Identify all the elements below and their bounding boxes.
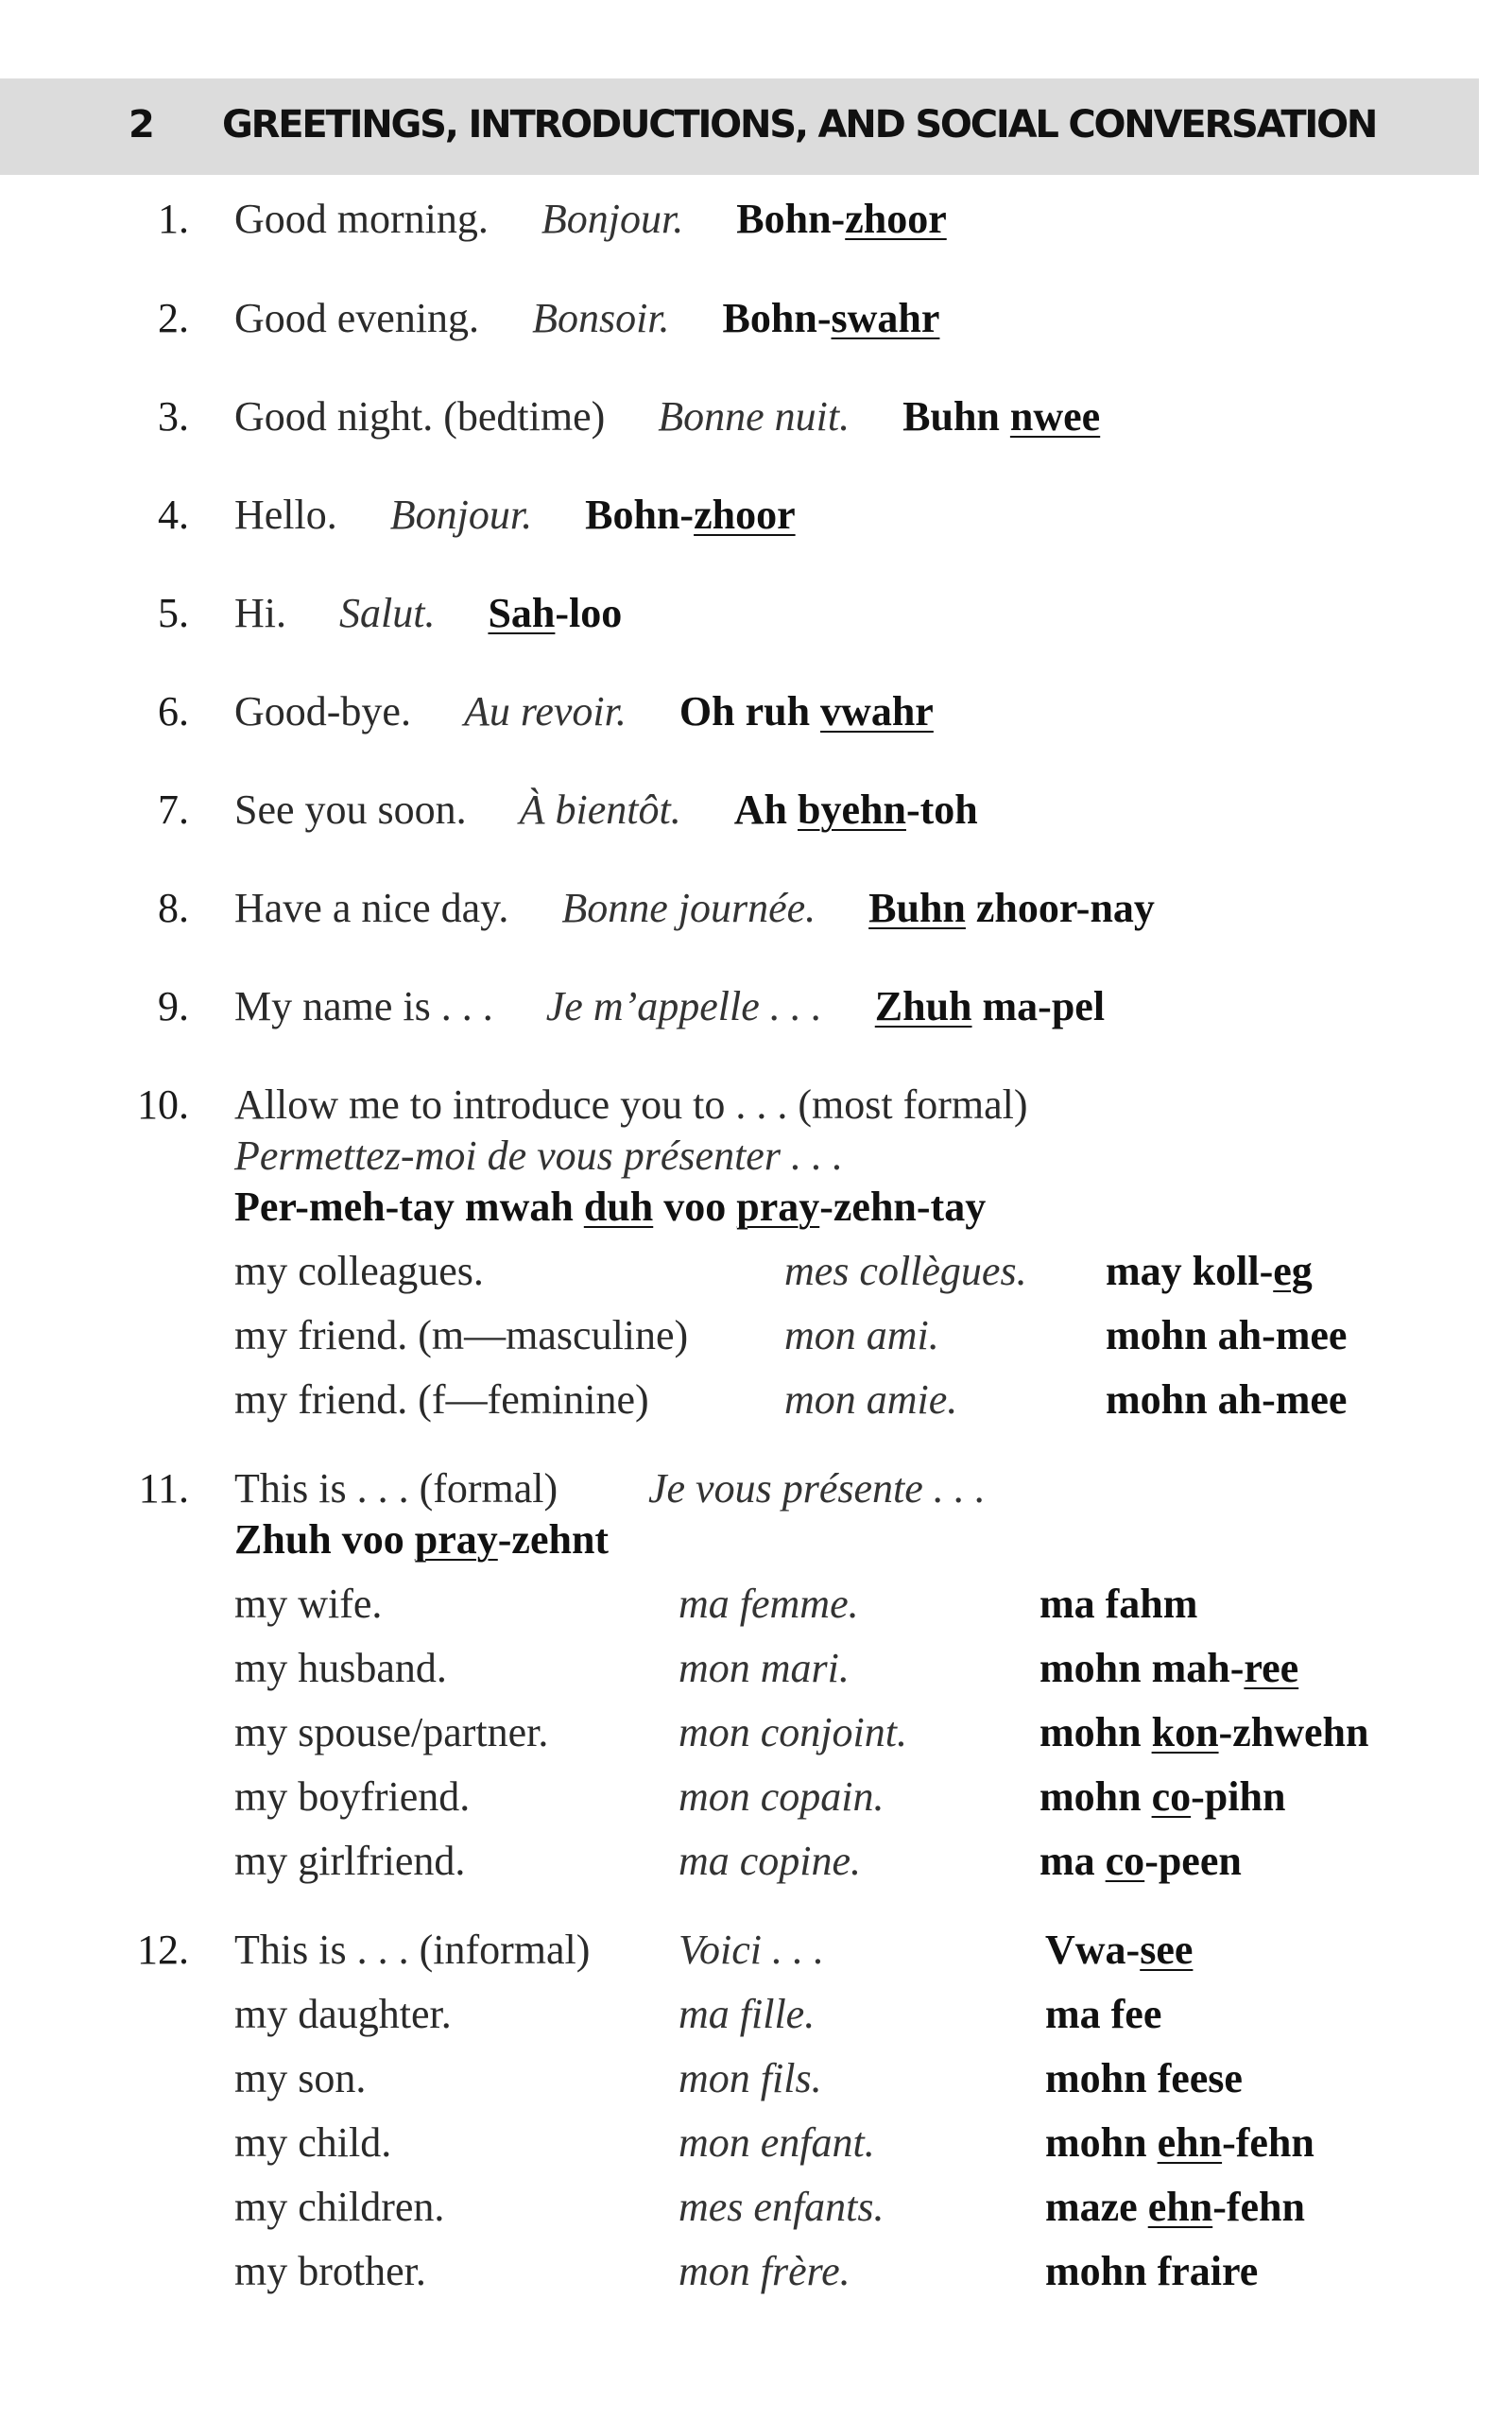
pronunciation-segment: Zhuh bbox=[874, 983, 972, 1029]
pronunciation-segment: ree bbox=[1244, 1645, 1299, 1691]
pronunciation-segment: ma bbox=[1040, 1838, 1106, 1884]
pronunciation-segment: Per-meh-tay mwah bbox=[234, 1184, 584, 1230]
item-number: 8. bbox=[158, 885, 189, 931]
pronunciation-segment: Bohn- bbox=[722, 295, 832, 341]
pronunciation bbox=[1040, 1836, 1242, 1887]
pronunciation-segment: ehn bbox=[1147, 2184, 1213, 2230]
english-phrase: My name is . . . bbox=[234, 983, 493, 1029]
pronunciation-segment: Bohn- bbox=[736, 196, 846, 242]
pronunciation bbox=[1045, 2118, 1314, 2169]
pronunciation-segment: duh bbox=[583, 1184, 654, 1230]
english-phrase: my son. bbox=[234, 2055, 367, 2101]
english-phrase: my husband. bbox=[234, 1645, 447, 1691]
chapter-header bbox=[0, 78, 1479, 175]
phrase-line bbox=[234, 883, 1155, 934]
pronunciation bbox=[234, 1514, 609, 1565]
item-number: 3. bbox=[158, 393, 189, 440]
pronunciation-segment: ma fahm bbox=[1040, 1581, 1198, 1627]
english-phrase: Good morning. bbox=[234, 196, 489, 242]
phrase-line bbox=[234, 194, 947, 245]
pronunciation-segment: mohn feese bbox=[1045, 2055, 1243, 2101]
pronunciation-segment: Bohn- bbox=[585, 492, 695, 538]
pronunciation bbox=[1045, 1925, 1193, 1976]
french-phrase: ma copine. bbox=[679, 1838, 862, 1884]
pronunciation-segment: -loo bbox=[555, 590, 623, 636]
pronunciation-segment: nwee bbox=[1009, 393, 1101, 440]
item-number: 7. bbox=[158, 786, 189, 833]
english-phrase: Allow me to introduce you to . . . (most formal) bbox=[234, 1081, 1028, 1128]
pronunciation-segment: zhoor bbox=[845, 196, 947, 242]
pronunciation-segment: -fehn bbox=[1222, 2119, 1314, 2166]
pronunciation-segment: ma fee bbox=[1045, 1991, 1162, 2037]
pronunciation-segment: Zhuh voo bbox=[234, 1516, 415, 1563]
pronunciation-segment: zhoor bbox=[694, 492, 796, 538]
pronunciation-segment: eg bbox=[1273, 1248, 1313, 1294]
french-phrase: mon fils. bbox=[679, 2055, 822, 2101]
pronunciation-segment: mohn ah-mee bbox=[1106, 1376, 1348, 1423]
french-phrase: mes collègues. bbox=[784, 1248, 1027, 1294]
english-phrase: my colleagues. bbox=[234, 1248, 484, 1294]
pronunciation-segment: co bbox=[1151, 1773, 1192, 1820]
item-number: 9. bbox=[158, 983, 189, 1029]
pronunciation bbox=[868, 885, 1155, 931]
pronunciation-segment: -zhwehn bbox=[1218, 1709, 1369, 1755]
pronunciation bbox=[1106, 1246, 1313, 1297]
english-phrase: Good-bye. bbox=[234, 688, 411, 735]
french-phrase: Je vous présente . . . bbox=[648, 1465, 986, 1512]
french-phrase: mes enfants. bbox=[679, 2184, 885, 2230]
pronunciation-segment: co bbox=[1105, 1838, 1145, 1884]
english-phrase: my wife. bbox=[234, 1581, 383, 1627]
french-phrase: Je m’appelle . . . bbox=[545, 983, 822, 1029]
pronunciation-segment: -peen bbox=[1144, 1838, 1242, 1884]
pronunciation-segment: -fehn bbox=[1212, 2184, 1305, 2230]
english-phrase: my friend. (m—masculine) bbox=[234, 1312, 689, 1358]
english-phrase: This is . . . (informal) bbox=[234, 1927, 591, 1973]
french-phrase: mon conjoint. bbox=[679, 1709, 907, 1755]
french-phrase: ma femme. bbox=[679, 1581, 859, 1627]
english-phrase: my spouse/partner. bbox=[234, 1709, 549, 1755]
pronunciation bbox=[1040, 1772, 1285, 1823]
french-phrase: Bonne journée. bbox=[561, 885, 816, 931]
pronunciation-segment: Buhn bbox=[902, 393, 1010, 440]
item-number: 12. bbox=[137, 1927, 189, 1973]
french-phrase: ma fille. bbox=[679, 1991, 816, 2037]
pronunciation-segment: may koll- bbox=[1106, 1248, 1274, 1294]
item-number: 5. bbox=[158, 590, 189, 636]
pronunciation bbox=[679, 688, 934, 735]
pronunciation-segment: mohn fraire bbox=[1045, 2248, 1259, 2294]
pronunciation-segment: ehn bbox=[1157, 2119, 1223, 2166]
phrase-line bbox=[234, 588, 622, 639]
english-phrase: Hi. bbox=[234, 590, 286, 636]
pronunciation-segment: Oh ruh bbox=[679, 688, 821, 735]
pronunciation bbox=[1045, 1989, 1161, 2040]
french-phrase: Bonjour. bbox=[541, 196, 684, 242]
pronunciation bbox=[234, 1182, 986, 1233]
pronunciation-segment: vwahr bbox=[820, 688, 934, 735]
pronunciation bbox=[902, 393, 1100, 440]
french-phrase: Au revoir. bbox=[463, 688, 627, 735]
pronunciation-segment: swahr bbox=[831, 295, 940, 341]
item-number: 1. bbox=[158, 196, 189, 242]
pronunciation bbox=[1040, 1707, 1368, 1758]
pronunciation-segment: zhoor-nay bbox=[965, 885, 1155, 931]
pronunciation bbox=[1106, 1310, 1347, 1361]
english-phrase: my friend. (f—feminine) bbox=[234, 1376, 649, 1423]
pronunciation-segment: see bbox=[1140, 1927, 1194, 1973]
english-phrase: my brother. bbox=[234, 2248, 426, 2294]
pronunciation-segment: pray bbox=[736, 1184, 820, 1230]
pronunciation bbox=[1040, 1643, 1298, 1694]
english-phrase: my boyfriend. bbox=[234, 1773, 471, 1820]
phrase-line bbox=[234, 981, 1105, 1032]
english-phrase: This is . . . (formal) bbox=[234, 1465, 558, 1512]
pronunciation bbox=[585, 492, 795, 538]
english-phrase: my daughter. bbox=[234, 1991, 452, 2037]
pronunciation bbox=[488, 590, 622, 636]
english-phrase: See you soon. bbox=[234, 786, 467, 833]
pronunciation-segment: Buhn bbox=[868, 885, 966, 931]
pronunciation-segment: kon bbox=[1151, 1709, 1219, 1755]
pronunciation-segment: mohn bbox=[1045, 2119, 1158, 2166]
pronunciation-segment: mohn bbox=[1040, 1773, 1152, 1820]
french-phrase: À bientôt. bbox=[519, 786, 681, 833]
pronunciation-segment: -zehn-tay bbox=[819, 1184, 987, 1230]
french-phrase: Bonjour. bbox=[389, 492, 533, 538]
item-number: 4. bbox=[158, 492, 189, 538]
pronunciation-segment: Ah bbox=[733, 786, 798, 833]
item-number: 10. bbox=[137, 1081, 189, 1128]
item-number: 2. bbox=[158, 295, 189, 341]
phrase-line bbox=[234, 785, 978, 836]
french-phrase: Voici . . . bbox=[679, 1927, 824, 1973]
pronunciation bbox=[1106, 1374, 1347, 1426]
item-number: 11. bbox=[138, 1465, 189, 1512]
pronunciation-segment: byehn bbox=[798, 786, 906, 833]
phrase-line bbox=[234, 490, 796, 541]
pronunciation bbox=[723, 295, 940, 341]
pronunciation-segment: mohn ah-mee bbox=[1106, 1312, 1348, 1358]
pronunciation bbox=[1045, 2246, 1258, 2297]
pronunciation-segment: ma-pel bbox=[971, 983, 1106, 1029]
french-phrase: mon amie. bbox=[784, 1376, 958, 1423]
pronunciation bbox=[734, 786, 978, 833]
pronunciation-segment: Vwa- bbox=[1045, 1927, 1141, 1973]
french-phrase: mon ami. bbox=[784, 1312, 939, 1358]
english-phrase: Have a nice day. bbox=[234, 885, 509, 931]
pronunciation-segment: -toh bbox=[905, 786, 978, 833]
pronunciation bbox=[736, 196, 946, 242]
pronunciation-segment: pray bbox=[414, 1516, 498, 1563]
pronunciation-segment: voo bbox=[653, 1184, 737, 1230]
page-number: 2 bbox=[129, 103, 155, 147]
english-phrase: my girlfriend. bbox=[234, 1838, 466, 1884]
french-phrase: mon frère. bbox=[679, 2248, 850, 2294]
english-phrase: my children. bbox=[234, 2184, 445, 2230]
french-phrase: mon mari. bbox=[679, 1645, 850, 1691]
pronunciation-segment: mohn mah- bbox=[1040, 1645, 1245, 1691]
english-phrase: Hello. bbox=[234, 492, 337, 538]
english-phrase: Good night. (bedtime) bbox=[234, 393, 606, 440]
chapter-title: GREETINGS, INTRODUCTIONS, AND SOCIAL CONVERSATION bbox=[222, 103, 1377, 147]
french-phrase: Permettez-moi de vous présenter . . . bbox=[234, 1132, 843, 1179]
french-phrase: mon copain. bbox=[679, 1773, 885, 1820]
pronunciation-segment: -pihn bbox=[1191, 1773, 1286, 1820]
french-phrase: mon enfant. bbox=[679, 2119, 875, 2166]
phrase-line bbox=[234, 293, 939, 344]
english-phrase: Good evening. bbox=[234, 295, 480, 341]
item-number: 6. bbox=[158, 688, 189, 735]
french-phrase: Bonne nuit. bbox=[658, 393, 850, 440]
french-phrase: Salut. bbox=[339, 590, 436, 636]
french-phrase: Bonsoir. bbox=[532, 295, 670, 341]
pronunciation-segment: -zehnt bbox=[497, 1516, 610, 1563]
pronunciation-segment: Sah bbox=[488, 590, 556, 636]
english-phrase: my child. bbox=[234, 2119, 392, 2166]
pronunciation bbox=[1045, 2053, 1243, 2104]
pronunciation bbox=[875, 983, 1105, 1029]
pronunciation bbox=[1040, 1579, 1197, 1630]
pronunciation bbox=[1045, 2182, 1305, 2233]
pronunciation-segment: maze bbox=[1045, 2184, 1148, 2230]
pronunciation-segment: mohn bbox=[1040, 1709, 1152, 1755]
phrase-line bbox=[234, 391, 1100, 442]
phrase-line bbox=[234, 686, 934, 737]
